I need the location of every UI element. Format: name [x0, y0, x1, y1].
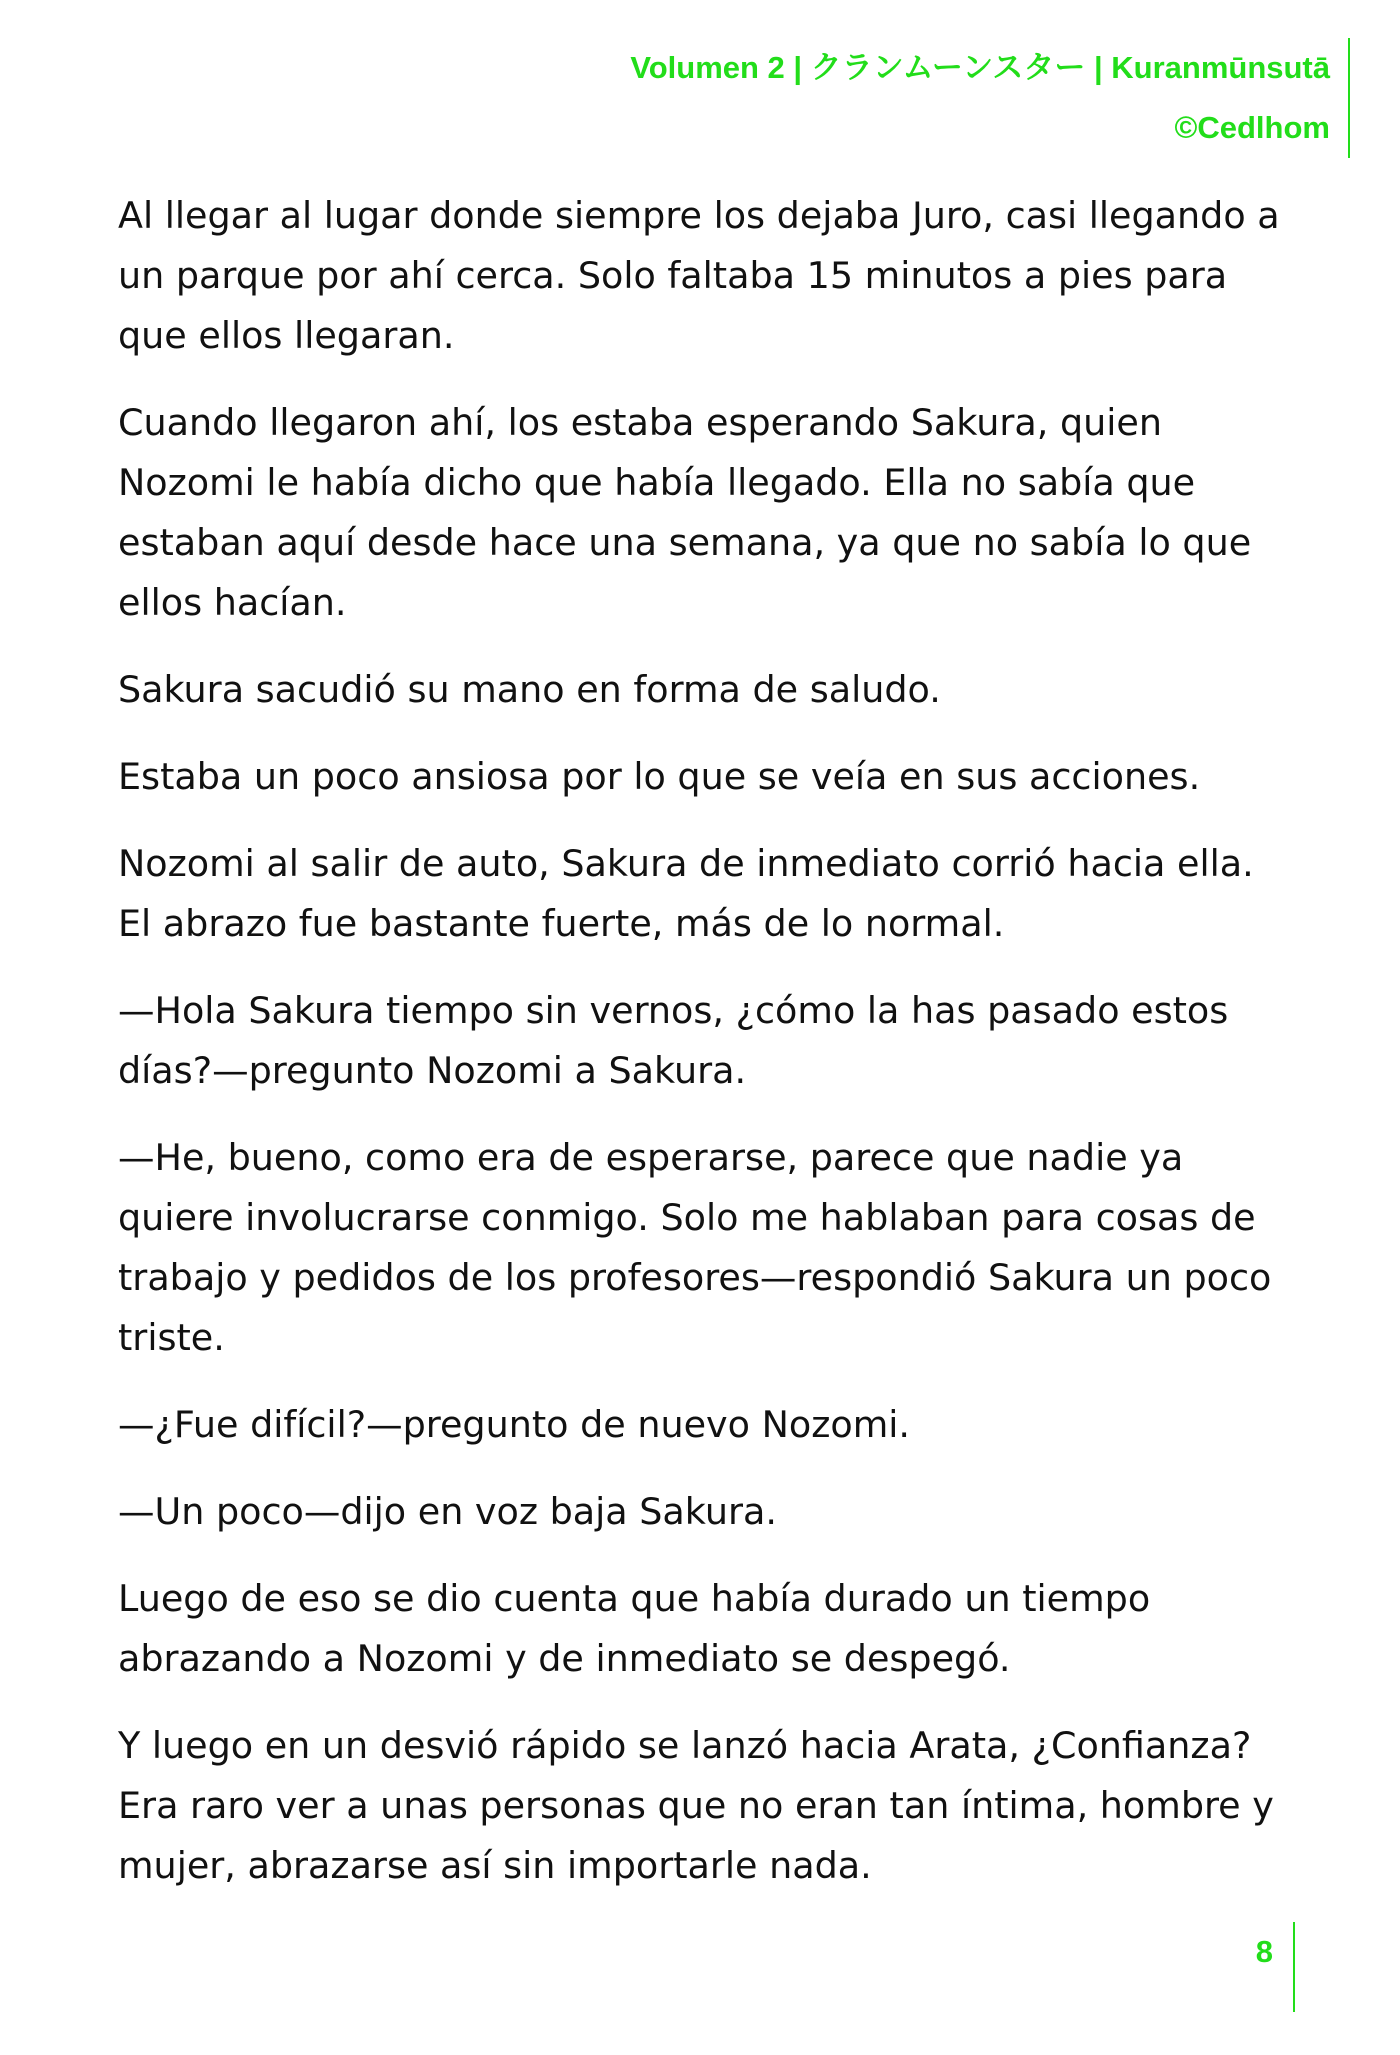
page-number: 8: [1256, 1922, 1295, 2012]
paragraph: Estaba un poco ansiosa por lo que se veía en sus acciones.: [118, 755, 1201, 798]
paragraph: —Hola Sakura tiempo sin vernos, ¿cómo la has pasado estos días?—pregunto Nozomi a Sakura.: [118, 989, 1229, 1092]
paragraph: Sakura sacudió su mano en forma de saludo.: [118, 668, 941, 711]
page-header: [630, 38, 1350, 158]
paragraph: Nozomi al salir de auto, Sakura de inmediato corrió hacia ella. El abrazo fue bastante fuerte, más de lo normal.: [118, 842, 1254, 945]
paragraph: Y luego en un desvió rápido se lanzó hacia Arata, ¿Confianza? Era raro ver a unas personas que no eran tan íntima, hombre y mujer, abrazarse así sin importarle nada.: [118, 1724, 1274, 1887]
paragraph: Cuando llegaron ahí, los estaba esperando Sakura, quien Nozomi le había dicho que había llegado. Ella no sabía que estaban aquí desde hace una semana, ya que no sabía lo que ellos hacían.: [118, 401, 1252, 624]
author-credit: ©Cedlhom: [1174, 110, 1330, 145]
paragraph: —He, bueno, como era de esperarse, parece que nadie ya quiere involucrarse conmigo. Solo me hablaban para cosas de trabajo y pedidos de los profesores—respondió Sakura un poco triste.: [118, 1136, 1272, 1359]
paragraph: Al llegar al lugar donde siempre los dejaba Juro, casi llegando a un parque por ahí cerca. Solo faltaba 15 minutos a pies para que ellos llegaran.: [118, 194, 1280, 357]
paragraph: —¿Fue difícil?—pregunto de nuevo Nozomi.: [118, 1403, 911, 1446]
paragraph: Luego de eso se dio cuenta que había durado un tiempo abrazando a Nozomi y de inmediato se despegó.: [118, 1577, 1151, 1680]
paragraph: —Un poco—dijo en voz baja Sakura.: [118, 1490, 777, 1533]
series-title: Volumen 2 | クランムーンスター | Kuranmūnsutā: [630, 50, 1330, 85]
page-body: [118, 186, 1298, 1923]
